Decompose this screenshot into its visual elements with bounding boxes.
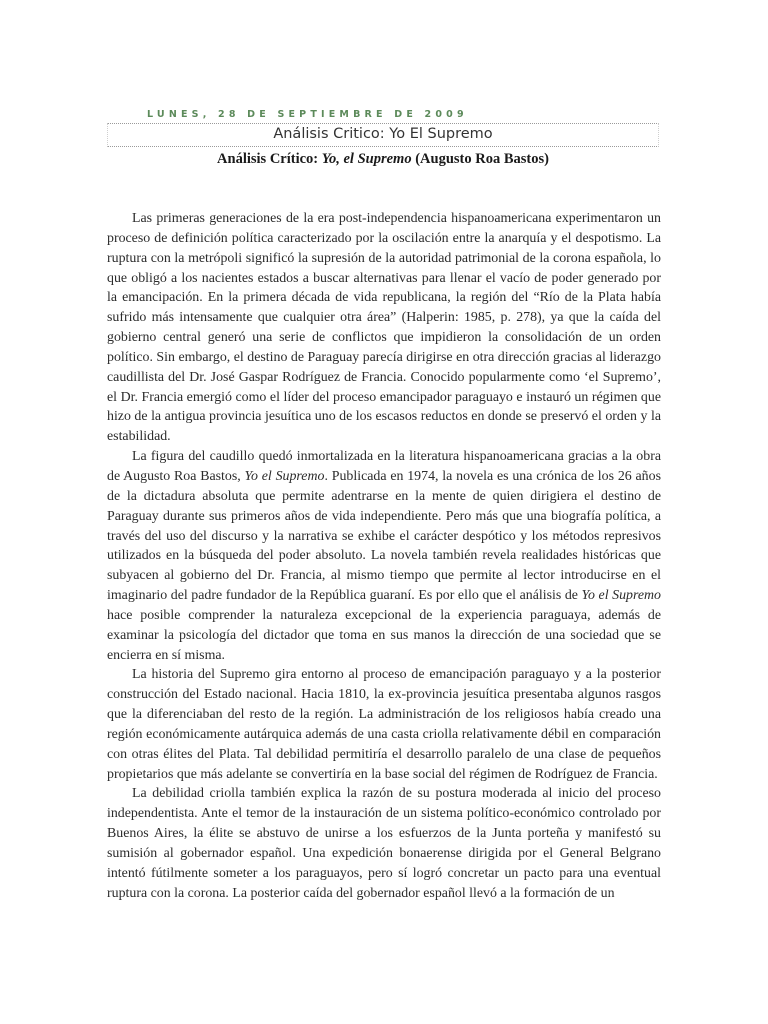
post-date: LUNES, 28 DE SEPTIEMBRE DE 2009 xyxy=(147,109,468,120)
article-body xyxy=(107,209,661,904)
paragraph-2 xyxy=(107,447,661,665)
paragraph-3: La historia del Supremo gira entorno al proceso de emancipación paraguayo y a la posterior construcción del Estado nacional. Hacia 1810, la ex-provincia jesuítica presentaba algunos rasgos que la diferenciaban del resto de la región. La administración de los religiosos había creado una región económicamente autárquica además de una casta criolla relativamente débil en comparación con otras élites del Plata. Tal debilidad permitiría el desarrollo paralelo de una clase de pequeños propietarios que más adelante se convertiría en la base social del régimen de Rodríguez de Francia. xyxy=(107,667,661,782)
post-title[interactable]: Análisis Critico: Yo El Supremo xyxy=(273,126,493,142)
paragraph-2-work-title-2: Yo el Supremo xyxy=(581,588,661,604)
paragraph-4: La debilidad criolla también explica la razón de su postura moderada al inicio del proceso independentista. Ante el temor de la instauración de un sistema político-económico controlado por Buenos Aires, la élite se abstuvo de unirse a los esfuerzos de la Junta porteña y manifestó su sumisión al gobernador español. Una expedición bonaerense dirigida por el General Belgrano intentó fútilmente someter a los paraguayos, pero sí logró concretar un pacto para una eventual ruptura con la corona. La posterior caída del gobernador español llevó a la formación de un xyxy=(107,786,661,901)
paragraph-1: Las primeras generaciones de la era post-independencia hispanoamericana experimentaron un proceso de definición política caracterizado por la oscilación entre la anarquía y el despotismo. La ruptura con la metrópoli significó la supresión de la autoridad patrimonial de la corona española, lo que obligó a los nacientes estados a buscar alternativas para llenar el vacío de poder generado por la emancipación. En la primera década de vida republicana, la región del “Río de la Plata había sufrido más intensamente que cualquier otra área” (Halperin: 1985, p. 278), ya que la caída del gobierno central generó una serie de conflictos que impidieron la consolidación de un orden político. Sin embargo, el destino de Paraguay parecía dirigirse en otra dirección gracias al liderazgo caudillista del Dr. José Gaspar Rodríguez de Francia. Conocido popularmente como ‘el Supremo’, el Dr. Francia emergió como el líder del proceso emancipador paraguayo e instauró un régimen que hizo de la antigua provincia jesuítica uno de los escasos reductos en donde se preservó el orden y la estabilidad. xyxy=(107,211,661,445)
paragraph-2-work-title-1: Yo el Supremo xyxy=(244,468,325,484)
post-title-box xyxy=(107,123,659,147)
paragraph-2-text-b: . Publicada en 1974, la novela es una crónica de los 26 años de la dictadura absoluta que permite adentrarse en la mente de quien dirigiera el destino de Paraguay durante sus primeros años de vida independiente. Pero más que una biografía política, a través del uso del discurso y la narrativa se exhibe el carácter despótico y los métodos represivos utilizados en la búsqueda del poder absoluto. La novela también revela realidades históricas que subyacen al gobierno del Dr. Francia, al mismo tiempo que permite al lector introducirse en el imaginario del padre fundador de la República guaraní. Es por ello que el análisis de xyxy=(107,468,661,604)
subtitle-work-title: Yo, el Supremo xyxy=(321,151,412,167)
article-subtitle xyxy=(107,151,659,168)
paragraph-2-text-a: La figura del caudillo quedó inmortalizada en la literatura hispanoamericana gracias a la obra de Augusto Roa Bastos, xyxy=(107,449,661,484)
subtitle-prefix: Análisis Crítico: xyxy=(217,151,322,167)
subtitle-author: (Augusto Roa Bastos) xyxy=(411,151,549,167)
paragraph-2-text-c: hace posible comprender la naturaleza excepcional de la experiencia paraguaya, además de examinar la psicología del dictador que toma en sus manos la dirección de una sociedad que se encierra en sí misma. xyxy=(107,607,661,663)
